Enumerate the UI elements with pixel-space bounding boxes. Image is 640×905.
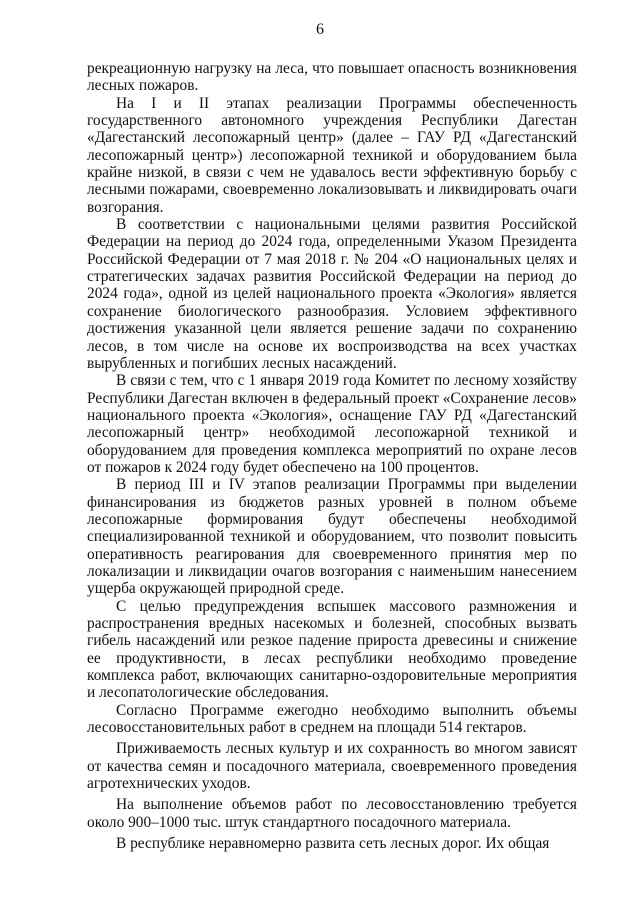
document-body <box>87 60 577 852</box>
paragraph: рекреационную нагрузку на леса, что повышает опасность возникновения лесных пожаров. <box>87 60 577 95</box>
page-number: 6 <box>316 21 324 38</box>
paragraph: На выполнение объемов работ по лесовосстановлению требуется около 900–1000 тыс. штук стандартного посадочного материала. <box>87 796 577 831</box>
paragraph: Согласно Программе ежегодно необходимо выполнить объемы лесовосстановительных работ в среднем на площади 514 гектаров. <box>87 701 577 737</box>
paragraph: В связи с тем, что с 1 января 2019 года Комитет по лесному хозяйству Республики Дагестан включен в федеральный проект «Сохранение лесов» национального проекта «Экология», оснащение ГАУ РД «Дагестанский лесопожарный центр» необходимой лесопожарной техникой и оборудованием для проведения комплекса мероприятий по охране лесов от пожаров к 2024 году будет обеспечено на 100 процентов. <box>87 372 577 476</box>
paragraph: В период III и IV этапов реализации Программы при выделении финансирования из бюджетов разных уровней в полном объеме лесопожарные формирования будут обеспечены необходимой специализированной техникой и оборудованием, что позволит повысить оперативность реагирования для своевременного принятия мер по локализации и ликвидации очагов возгорания с наименьшим нанесением ущерба окружающей природной среде. <box>87 476 577 598</box>
paragraph: На I и II этапах реализации Программы обеспеченность государственного автономного учреждения Республики Дагестан «Дагестанский лесопожарный центр» (далее – ГАУ РД «Дагестанский лесопожарный центр») лесопожарной техникой и оборудованием была крайне низкой, в связи с чем не удавалось вести эффективную борьбу с лесными пожарами, своевременно локализовывать и ликвидировать очаги возгорания. <box>87 94 577 216</box>
paragraph: В соответствии с национальными целями развития Российской Федерации на период до 2024 года, определенными Указом Президента Российской Федерации от 7 мая 2018 г. № 204 «О национальных целях и стратегических задачах развития Российской Федерации на период до 2024 года», одной из целей национального проекта «Экология» является сохранение биологического разнообразия. Условием эффективного достижения указанной цели является решение задачи по сохранению лесов, в том числе на основе их воспроизводства на всех участках вырубленных и погибших лесных насаждений. <box>87 216 577 372</box>
paragraph: Приживаемость лесных культур и их сохранность во многом зависят от качества семян и посадочного материала, своевременного проведения агротехнических уходов. <box>87 740 577 793</box>
paragraph: В республике неравномерно развита сеть лесных дорог. Их общая <box>116 835 550 853</box>
paragraph: С целью предупреждения вспышек массового размножения и распространения вредных насекомых и болезней, способных вызвать гибель насаждений или резкое падение прироста древесины и снижение ее продуктивности, в лесах республики необходимо проведение комплекса работ, включающих санитарно-оздоровительные мероприятия и лесопатологические обследования. <box>87 597 577 702</box>
